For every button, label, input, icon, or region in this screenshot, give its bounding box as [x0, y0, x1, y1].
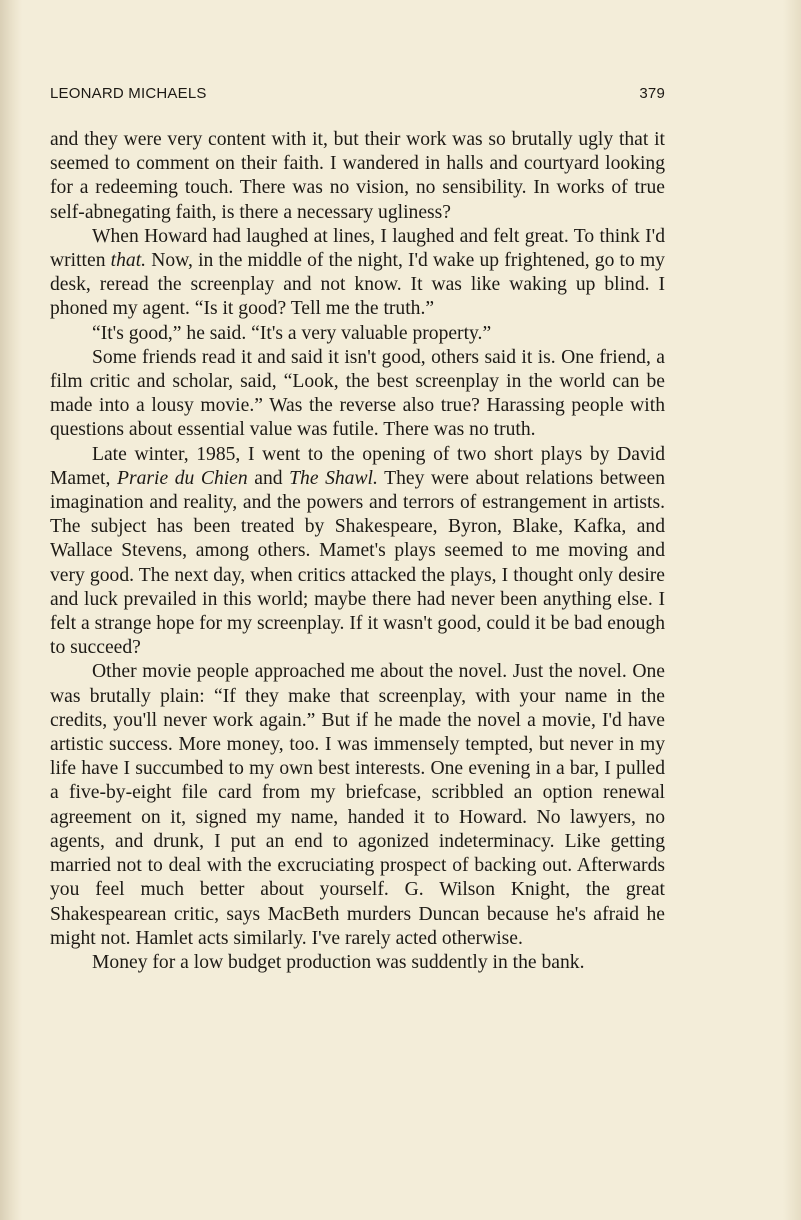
paragraph-text: Money for a low budget production was suddently in the bank. — [92, 951, 585, 973]
paragraph-text: They were about relations between imagination and reality, and the powers and terrors of estrangement in artists. The subject has been treated by Shakespeare, Byron, Blake, Kafka, and Wallace Stevens, among others. Mamet's plays seemed to me moving and very good. The next day, when critics attacked the plays, I thought only desire and luck prevailed in this world; maybe there had never been anything else. I felt a strange hope for my screenplay. If it wasn't good, could it be bad enough to succeed? — [50, 467, 665, 659]
italic-title: Prarie du Chien — [116, 467, 248, 489]
page-number: 379 — [639, 85, 665, 102]
paragraph-text: Late winter, 1985, I went to the opening of two short plays by David Mamet, — [50, 443, 665, 489]
italic-title: The Shawl. — [289, 467, 378, 489]
paragraph — [50, 660, 665, 950]
paragraph — [50, 951, 665, 975]
page-edge-shadow — [783, 0, 801, 1220]
paragraph — [50, 322, 665, 346]
running-head-author: LEONARD MICHAELS — [50, 85, 207, 102]
paragraph-text: When Howard had laughed at lines, I laughed and felt great. To think I'd written — [50, 225, 665, 272]
paragraph — [50, 128, 665, 225]
page-gutter-shadow — [0, 0, 22, 1220]
paragraph — [50, 346, 665, 443]
paragraph-text: and they were very content with it, but their work was so brutally ugly that it seemed to comment on their faith. I wandered in halls and courtyard looking for a redeeming touch. There was no vision, no sensibility. In works of true self-abnegating faith, is there a necessary ugliness? — [50, 129, 665, 223]
paragraph — [50, 443, 665, 661]
paragraph-text: Some friends read it and said it isn't good, others said it is. One friend, a film critic and scholar, said, “Look, the best screenplay in the world can be made into a lousy movie.” Was the reverse also true? Harassing people with questions about essential value was futile. There was no truth. — [50, 346, 665, 441]
italic-title: that. — [110, 250, 147, 272]
running-head — [50, 85, 665, 102]
paragraph-text: “It's good,” he said. “It's a very valuable property.” — [92, 322, 492, 344]
body-text — [50, 128, 665, 975]
book-page — [50, 85, 665, 975]
paragraph-text: Now, in the middle of the night, I'd wake up frightened, go to my desk, reread the screenplay and not know. It was like waking up blind. I phoned my agent. “Is it good? Tell me the truth.” — [50, 250, 665, 320]
paragraph-text: Other movie people approached me about the novel. Just the novel. One was brutally plain: “If they make that screenplay, with your name in the credits, you'll never work again.” But if he made the novel a movie, I'd have artistic success. More money, too. I was immensely tempted, but never in my life have I succumbed to my own best interests. One evening in a bar, I pulled a five-by-eight file card from my briefcase, scribbled an option renewal agreement on it, signed my name, handed it to Howard. No lawyers, no agents, and drunk, I put an end to agonized indeterminacy. Like getting married not to deal with the excruciating prospect of backing out. Afterwards you feel much better about yourself. G. Wilson Knight, the great Shakespearean critic, says MacBeth murders Duncan because he's afraid he might not. Hamlet acts similarly. I've rarely acted otherwise. — [50, 661, 665, 949]
paragraph — [50, 225, 665, 322]
paragraph-text: and — [247, 467, 290, 489]
